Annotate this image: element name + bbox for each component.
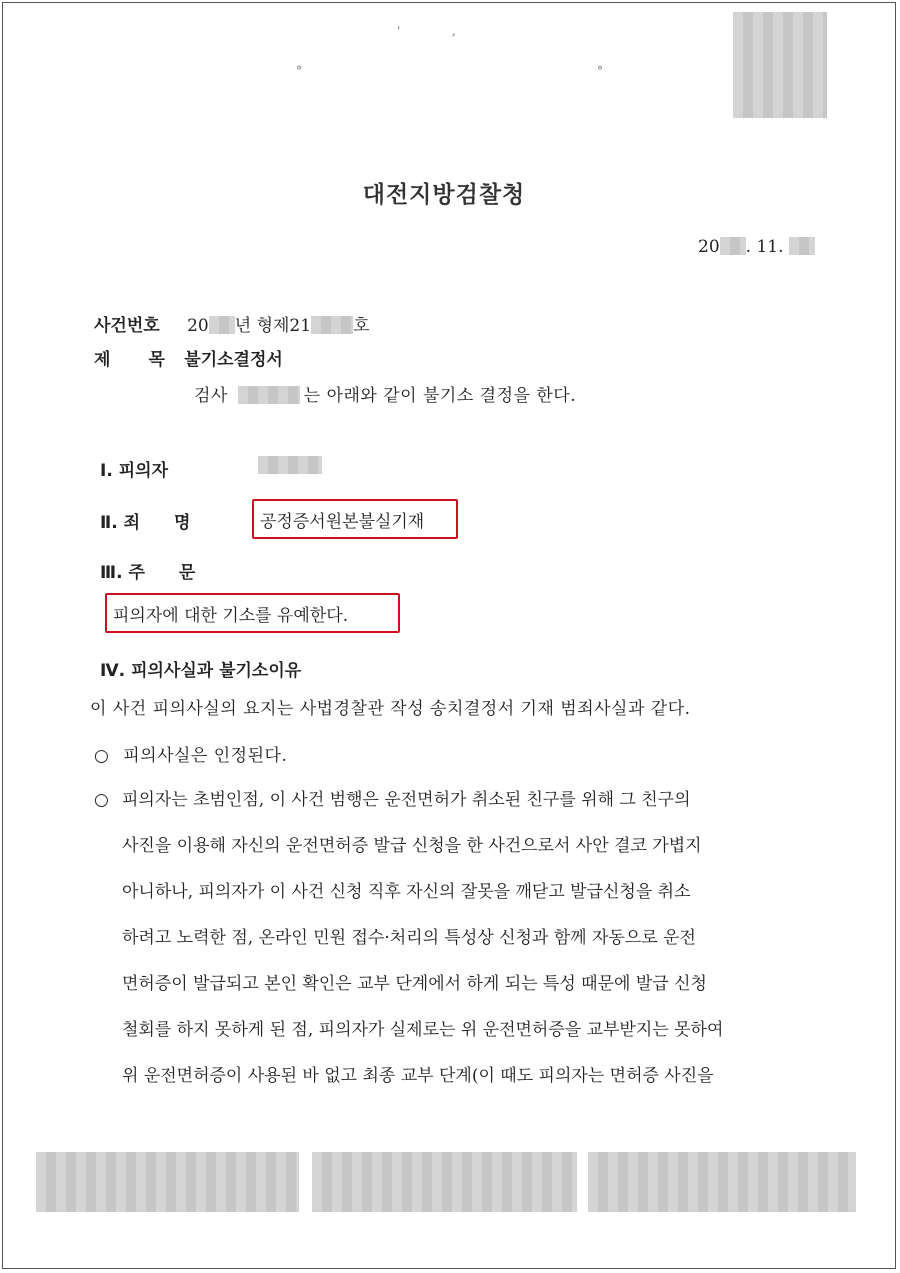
summary-sentence: 이 사건 피의사실의 요지는 사법경찰관 작성 송치결정서 기재 범죄사실과 같다. bbox=[90, 699, 691, 719]
bullet-1-symbol: ○ bbox=[94, 746, 110, 766]
section-4-heading bbox=[100, 656, 301, 681]
redacted-prosecutor-name bbox=[238, 386, 300, 404]
date-month: . 11. bbox=[745, 237, 784, 257]
redacted-footer-block-1 bbox=[36, 1152, 299, 1212]
redacted-case-number bbox=[311, 316, 353, 334]
bullet-1-text: 피의사실은 인정된다. bbox=[123, 746, 288, 766]
section-2-label-a: 죄 bbox=[123, 513, 141, 533]
bullet-2-symbol: ○ bbox=[94, 790, 109, 810]
bullet-1 bbox=[94, 741, 287, 766]
paragraph-line-4: 하려고 노력한 점, 온라인 민원 접수·처리의 특성상 신청과 함께 자동으로 운전 bbox=[122, 928, 696, 948]
section-3-label-b: 문 bbox=[178, 563, 196, 583]
redacted-footer-block-2 bbox=[312, 1152, 577, 1212]
document-date bbox=[698, 237, 815, 257]
intro-sentence bbox=[194, 381, 576, 406]
intro-suffix: 는 아래와 같이 불기소 결정을 한다. bbox=[303, 386, 577, 406]
paragraph-line-3: 아니하나, 피의자가 이 사건 신청 직후 자신의 잘못을 깨닫고 발급신청을 취소 bbox=[122, 882, 691, 902]
paragraph-line-6: 철회를 하지 못하게 된 점, 피의자가 실제로는 위 운전면허증을 교부받지는 못하여 bbox=[122, 1020, 724, 1040]
date-year-prefix: 20 bbox=[698, 237, 720, 257]
section-3-number: Ⅲ. bbox=[100, 563, 123, 583]
page-title: 대전지방검찰청 bbox=[362, 182, 526, 208]
case-number-row bbox=[94, 311, 370, 336]
section-3-label-a: 주 bbox=[128, 563, 145, 583]
charge-highlight-box bbox=[252, 499, 458, 539]
section-4-label: 피의사실과 불기소이유 bbox=[131, 661, 302, 681]
subject-row bbox=[94, 345, 283, 370]
header-tick-1: ' bbox=[397, 24, 401, 38]
section-2-heading bbox=[100, 508, 190, 533]
paragraph-line-1: 피의자는 초범인점, 이 사건 범행은 운전면허가 취소된 친구를 위해 그 친구의 bbox=[122, 790, 691, 810]
section-1-number: Ⅰ. bbox=[100, 461, 113, 481]
section-1-heading bbox=[100, 456, 168, 481]
intro-prefix: 검사 bbox=[194, 386, 228, 406]
redacted-stamp bbox=[733, 12, 827, 118]
header-dot-1: ° bbox=[296, 64, 302, 78]
case-suffix: 호 bbox=[353, 316, 370, 336]
header-dot-2: ° bbox=[597, 64, 603, 78]
paragraph-line-5: 면허증이 발급되고 본인 확인은 교부 단계에서 하게 되는 특성 때문에 발급 신청 bbox=[122, 974, 707, 994]
charge-value: 공정증서원본불실기재 bbox=[260, 511, 425, 532]
section-3-heading bbox=[100, 558, 195, 583]
redacted-footer-block-3 bbox=[588, 1152, 856, 1212]
subject-value: 불기소결정서 bbox=[184, 350, 283, 370]
section-1-label: 피의자 bbox=[118, 461, 168, 481]
section-2-number: Ⅱ. bbox=[100, 513, 118, 533]
redacted-suspect-name bbox=[258, 456, 322, 474]
disposition-value: 피의자에 대한 기소를 유예한다. bbox=[113, 605, 349, 626]
paragraph-line-2: 사진을 이용해 자신의 운전면허증 발급 신청을 한 사건으로서 사안 결코 가볍지 bbox=[122, 836, 702, 856]
redacted-year bbox=[720, 237, 746, 255]
section-4-number: Ⅳ. bbox=[100, 661, 126, 681]
redacted-day bbox=[789, 237, 815, 255]
subject-label-a: 제 bbox=[94, 350, 111, 370]
section-2-label-b: 명 bbox=[174, 513, 191, 533]
case-number-label: 사건번호 bbox=[94, 316, 160, 336]
paragraph-line-7: 위 운전면허증이 사용된 바 없고 최종 교부 단계(이 때도 피의자는 면허증 사진을 bbox=[122, 1066, 714, 1086]
redacted-case-year bbox=[209, 316, 235, 334]
case-year-prefix: 20 bbox=[187, 316, 209, 336]
header-tick-2: , bbox=[452, 24, 456, 38]
subject-label-b: 목 bbox=[148, 350, 165, 370]
case-type: 년 형제21 bbox=[234, 316, 312, 336]
disposition-highlight-box bbox=[105, 593, 400, 633]
